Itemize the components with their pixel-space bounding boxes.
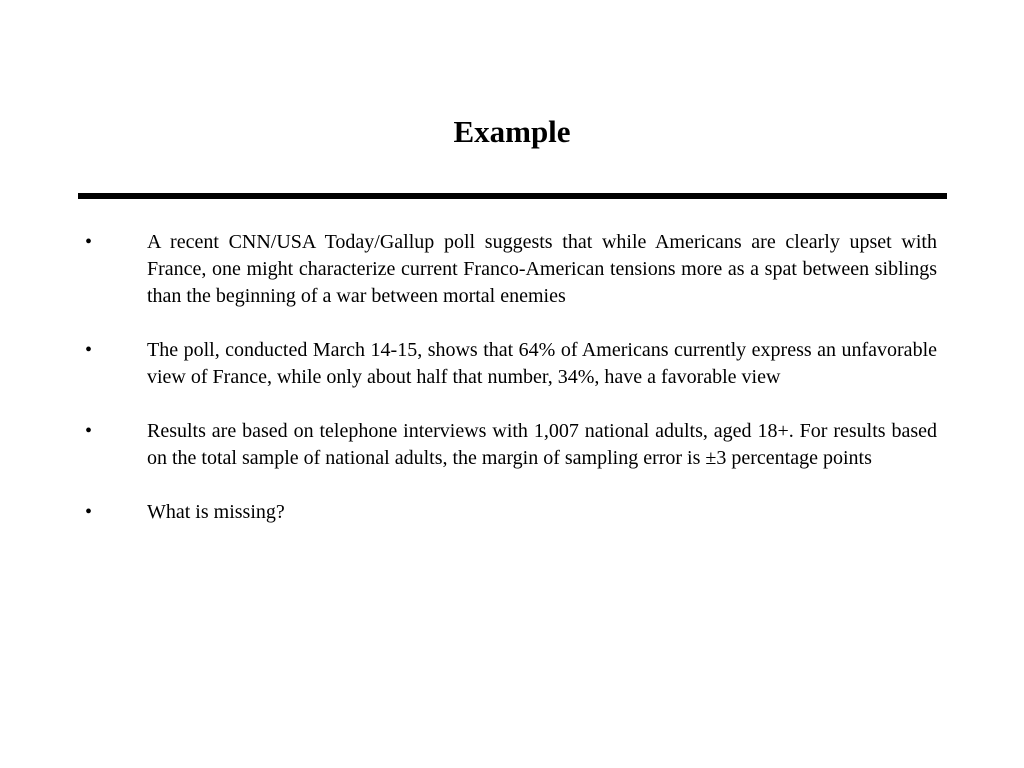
slide-title: Example xyxy=(453,114,571,149)
bullet-list xyxy=(80,229,937,553)
bullet-icon: • xyxy=(85,339,93,361)
bullet-text: The poll, conducted March 14-15, shows that 64% of Americans currently express an unfavorable view of France, while only about half that number, 34%, have a favorable view xyxy=(147,339,937,388)
bullet-icon: • xyxy=(85,420,93,442)
bullet-text: A recent CNN/USA Today/Gallup poll suggests that while Americans are clearly upset with France, one might characterize current Franco-American tensions more as a spat between siblings than the beginning of a war between mortal enemies xyxy=(147,231,937,307)
bullet-text: What is missing? xyxy=(147,501,285,523)
bullet-icon: • xyxy=(85,231,93,253)
bullet-item xyxy=(80,337,937,391)
bullet-text: Results are based on telephone interviews with 1,007 national adults, aged 18+. For results based on the total sample of national adults, the margin of sampling error is ±3 percentage points xyxy=(147,420,937,469)
bullet-item xyxy=(80,418,937,472)
bullet-item xyxy=(80,229,937,310)
title-divider xyxy=(78,193,947,199)
bullet-icon: • xyxy=(85,501,93,523)
bullet-item xyxy=(80,499,937,526)
